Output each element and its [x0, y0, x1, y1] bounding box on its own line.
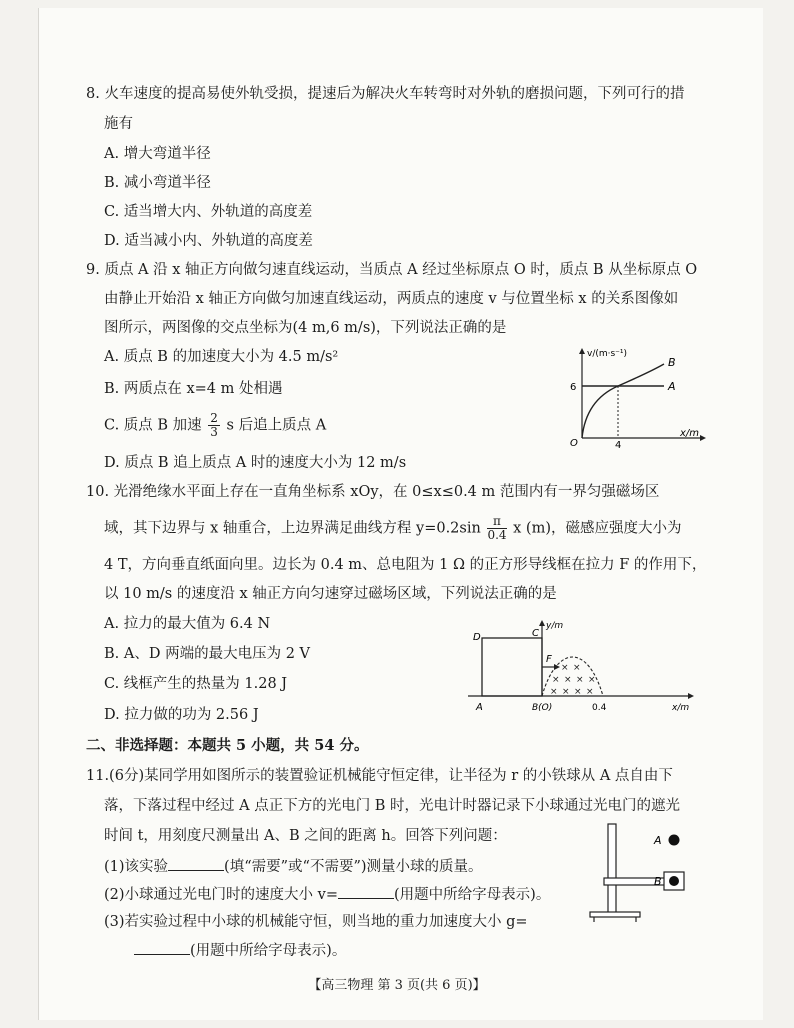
q11-stem-line2: 落，下落过程中经过 A 点正下方的光电门 B 时，光电计时器记录下小球通过光电门的遮光	[104, 798, 681, 814]
q10-fraction	[487, 515, 506, 542]
q8-option-d: D. 适当减小内、外轨道的高度差	[104, 233, 313, 249]
answer-blank-1[interactable]	[168, 856, 224, 871]
q9-stem-line2: 由静止开始沿 x 轴正方向做匀加速直线运动，两质点的速度 v 与位置坐标 x 的关系图像如	[104, 291, 679, 307]
fig-xlabel: x/m	[672, 703, 690, 713]
corner-d: D	[473, 632, 481, 643]
q9-option-c	[104, 412, 326, 439]
stand-pole	[608, 824, 616, 914]
square-wire-frame	[482, 638, 542, 696]
graph-label-a: A	[668, 380, 676, 393]
corner-b-origin: B(O)	[532, 703, 553, 713]
q10-stem-line4: 以 10 m/s 的速度沿 x 轴正方向匀速穿过磁场区域，下列说法正确的是	[104, 586, 557, 602]
q8-option-a: A. 增大弯道半径	[104, 146, 211, 162]
svg-text:×: ×	[586, 687, 594, 697]
stand-base	[590, 912, 640, 917]
fig-tick-0-4: 0.4	[592, 703, 607, 713]
q11-part3-post: (用题中所给字母表示)。	[190, 943, 347, 959]
fraction-denominator: 0.4	[487, 528, 507, 542]
iron-ball	[669, 835, 680, 846]
q11-part1	[104, 856, 483, 877]
q10-stem-line2-pre: 域，其下边界与 x 轴重合，上边界满足曲线方程 y=0.2sin	[104, 520, 481, 537]
q8-stem-line1: 8. 火车速度的提高易使外轨受损，提速后为解决火车转弯时对外轨的磨损问题，下列可行的措	[86, 86, 685, 102]
q9-option-a: A. 质点 B 的加速度大小为 4.5 m/s²	[104, 349, 339, 365]
force-label: F	[546, 654, 552, 665]
q9-stem-line1: 9. 质点 A 沿 x 轴正方向做匀速直线运动，当质点 A 经过坐标原点 O 时，质点 B 从坐标原点 O	[86, 262, 698, 278]
point-a-label: A	[654, 834, 662, 847]
fraction-numerator: π	[487, 515, 506, 529]
photogate-apparatus	[584, 820, 694, 924]
graph-tick-y: 6	[570, 382, 577, 393]
q8-option-c: C. 适当增大内、外轨道的高度差	[104, 204, 313, 220]
y-axis-arrow	[539, 620, 545, 626]
page-footer: 【高三物理 第 3 页(共 6 页)】	[308, 978, 486, 993]
q9-option-c-post: s 后追上质点 A	[226, 417, 327, 434]
x-axis-arrow	[700, 435, 706, 441]
q9-option-d: D. 质点 B 追上质点 A 时的速度大小为 12 m/s	[104, 455, 407, 471]
ball-at-gate	[669, 876, 679, 886]
svg-text:×: ×	[573, 663, 581, 673]
q11-stem-line1: 11.(6分)某同学用如图所示的装置验证机械能守恒定律，让半径为 r 的小铁球从 A 点自由下	[86, 768, 673, 784]
q10-option-b: B. A、D 两端的最大电压为 2 V	[104, 646, 310, 662]
q9-option-c-pre: C. 质点 B 加速	[104, 417, 202, 434]
q9-velocity-position-graph	[560, 338, 710, 448]
fraction-numerator: 2	[210, 411, 218, 425]
svg-text:×: ×	[574, 687, 582, 697]
graph-origin: O	[570, 438, 578, 448]
svg-text:×: ×	[562, 687, 570, 697]
curve-b	[582, 364, 664, 438]
point-b-label: B	[654, 875, 662, 888]
q10-stem-line3: 4 T，方向垂直纸面向里。边长为 0.4 m、总电阻为 1 Ω 的正方形导线框在拉力 F 的作用下，	[104, 557, 707, 573]
q9-fraction	[208, 412, 220, 439]
q11-part2	[104, 884, 550, 905]
corner-a: A	[476, 702, 483, 713]
q10-magnetic-field-figure	[462, 618, 702, 714]
x-axis-arrow	[688, 693, 694, 699]
q10-stem-line2-post: x (m)，磁感应强度大小为	[513, 520, 682, 537]
q8-option-b: B. 减小弯道半径	[104, 175, 211, 191]
svg-text:×: ×	[576, 675, 584, 685]
q11-part2-pre: (2)小球通过光电门时的速度大小 v=	[104, 887, 338, 903]
graph-ylabel: v/(m·s⁻¹)	[587, 349, 628, 359]
answer-blank-2[interactable]	[338, 884, 394, 899]
svg-text:×: ×	[564, 675, 572, 685]
fraction-denominator: 3	[210, 425, 218, 439]
q10-option-a: A. 拉力的最大值为 6.4 N	[104, 616, 271, 632]
q9-stem-line3: 图所示，两图像的交点坐标为(4 m,6 m/s)，下列说法正确的是	[104, 320, 507, 336]
q11-stem-line3: 时间 t，用刻度尺测量出 A、B 之间的距离 h。回答下列问题：	[104, 828, 507, 844]
q11-part1-pre: (1)该实验	[104, 859, 169, 875]
section-two-heading: 二、非选择题：本题共 5 小题，共 54 分。	[86, 737, 369, 754]
q11-part2-post: (用题中所给字母表示)。	[394, 887, 551, 903]
svg-text:×: ×	[550, 687, 558, 697]
q11-part1-post: (填“需要”或“不需要”)测量小球的质量。	[224, 859, 483, 875]
q11-part3-cont	[134, 940, 346, 961]
fig-ylabel: y/m	[546, 621, 564, 631]
q9-option-b: B. 两质点在 x=4 m 处相遇	[104, 381, 283, 397]
q11-part3: (3)若实验过程中小球的机械能守恒，则当地的重力加速度大小 g=	[104, 914, 528, 930]
svg-text:×: ×	[588, 675, 596, 685]
q8-stem-line2: 施有	[104, 116, 133, 132]
y-axis-arrow	[579, 348, 585, 354]
q10-option-d: D. 拉力做的功为 2.56 J	[104, 707, 259, 723]
svg-text:×: ×	[552, 675, 560, 685]
answer-blank-3[interactable]	[134, 940, 190, 955]
graph-label-b: B	[668, 356, 676, 369]
graph-xlabel: x/m	[680, 428, 700, 439]
svg-text:×: ×	[561, 663, 569, 673]
corner-c: C	[532, 628, 539, 639]
q10-stem-line1: 10. 光滑绝缘水平面上存在一直角坐标系 xOy，在 0≤x≤0.4 m 范围内有一界匀强磁场区	[86, 484, 660, 500]
q10-option-c: C. 线框产生的热量为 1.28 J	[104, 676, 288, 692]
q10-stem-line2	[104, 515, 682, 542]
graph-tick-x: 4	[615, 440, 622, 448]
